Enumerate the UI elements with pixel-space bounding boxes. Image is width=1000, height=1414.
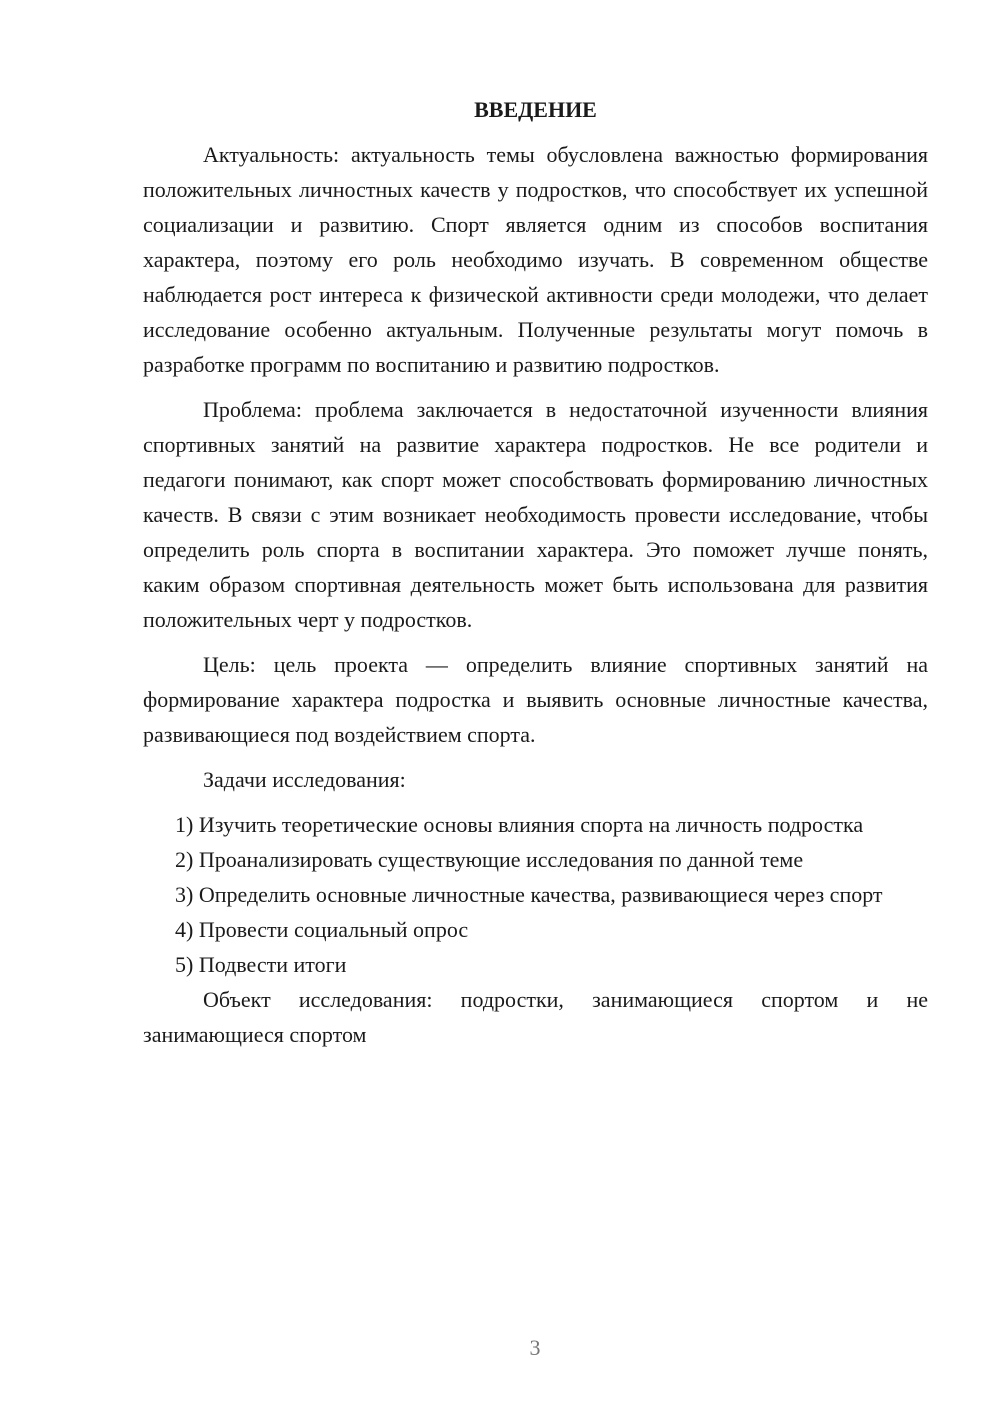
task-item-1: 1) Изучить теоретические основы влияния спорта на личность подростка [175, 812, 864, 837]
tasks-heading: Задачи исследования: [203, 767, 406, 792]
problem-paragraph: Проблема: проблема заключается в недостаточной изученности влияния спортивных занятий на развитие характера подростков. Не все родители и педагоги понимают, как спорт может способствовать формированию личностных качеств. В связи с этим возникает необходимость провести исследование, чтобы определить роль спорта в воспитании характера. Это поможет лучше понять, каким образом спортивная деятельность может быть использована для развития положительных черт у подростков. [143, 397, 928, 632]
task-item-3: 3) Определить основные личностные качества, развивающиеся через спорт [175, 882, 883, 907]
object-paragraph: Объект исследования: подростки, занимающиеся спортом и не занимающиеся спортом [143, 987, 928, 1047]
page-content [143, 92, 928, 1052]
page-number: 3 [529, 1335, 541, 1360]
goal-paragraph: Цель: цель проекта — определить влияние спортивных занятий на формирование характера подростка и выявить основные личностные качества, развивающиеся под воздействием спорта. [143, 652, 928, 747]
relevance-paragraph: Актуальность: актуальность темы обусловлена важностью формирования положительных личностных качеств у подростков, что способствует их успешной социализации и развитию. Спорт является одним из способов воспитания характера, поэтому его роль необходимо изучать. В современном обществе наблюдается рост интереса к физической активности среди молодежи, что делает исследование особенно актуальным. Полученные результаты могут помочь в разработке программ по воспитанию и развитию подростков. [143, 142, 928, 377]
task-item-4: 4) Провести социальный опрос [175, 917, 469, 942]
task-item-5: 5) Подвести итоги [175, 952, 347, 977]
task-item-2: 2) Проанализировать существующие исследования по данной теме [175, 847, 804, 872]
section-heading: ВВЕДЕНИЕ [474, 97, 597, 122]
